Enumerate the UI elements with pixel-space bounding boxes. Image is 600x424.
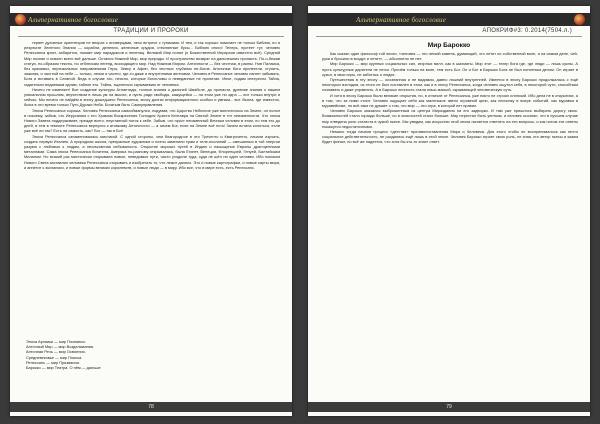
poem-line: Ренессанс — мир Призвания. (26, 359, 80, 365)
left-divider (18, 36, 284, 37)
right-paragraph: Как сказал один философ той эпохи, «человек — это легкий камень, думающий, что летит по собственной воле, а на самом деле, чей-руки и бросили в воздух и летит», — абсолютно не нет. (322, 51, 578, 62)
left-body-text (24, 40, 280, 170)
right-header-title: Альтернативное богословие (356, 15, 447, 24)
right-page-number: 79 (446, 404, 452, 410)
right-paragraph: Человек Барокко оказался выброшенным из центра Мироздания на его задворки. И там уже пришлось выбирать дорогу свою. Возможностей стало гораздо больше, но и опасностей стало больше. Мир перестал быть уютным, и человек осознал, что в лучшем случае ему отведена роль статиста в чужой пьесе. Мы увидим, как искусство этой эпохи пытается ответить на эти вопросы, и как потом эти ответы покажутся недостаточными. (322, 108, 578, 129)
left-section-title: ТРАДИЦИИ И ПРОРОКИ (113, 28, 189, 34)
left-footer (10, 402, 292, 412)
left-header-title: Альтернативное богословие (28, 15, 119, 24)
left-header-banner (10, 13, 292, 26)
poem-line: Эпоха Архаики — мир Познания. (26, 339, 86, 344)
emblem-icon (15, 14, 26, 25)
left-poem (26, 339, 101, 370)
poem-line: Античный Мир — мир Возделывания. (26, 344, 95, 350)
right-paragraph: Мир Барокко — мир крупных социальных сил, игорных вилл, как в шахматы. Мир этот — театр бога где, где люди — лишь куклы. А пусть культурные дарители не легко. Причём только на воле, тем есть Бог. Он и Бог в Барокко Бога не был понятным делом. Он играет в кукол, в свои игры, не заботясь о людях. (322, 61, 578, 77)
right-paragraph: Немало тогда начали процесс «детства» противопоставления Мира и Человека. Для этого чтобы не воспринималось как нечто социальное действительность, не раздались ещё лишь в этой эпохе. Человек Барокко играет свою роль, не зная, кто автор пьесы и каким будет финал, но всё же надеется, что хотя бы кто-то знает ответ. (322, 129, 578, 145)
right-section-title (308, 28, 590, 34)
poem-line: Барокко — мир Театра. О нём — дальше (26, 365, 101, 371)
right-header-banner (308, 13, 590, 26)
right-footer (308, 402, 590, 412)
right-body-text (322, 51, 578, 145)
poem-line: Античная Речь — мир Освоения. (26, 349, 86, 355)
left-paragraph: Эпоха Ренессанса ознаменовалась мистикой. С одной стороны, чем благородное в это Треченто и Кватроченто, начали изучать, создать первую Италию. А природная школа, прекрасные художники и поэты заменили храм и теле-посланий — смешанных в той энергии разума с любовью к людям, а неслыханная небывалость. Открытие морских путей в Индию и насыщение Европы драгоценными металлами. Сама эпоха Ренессанса богатела, Америка по-разному открывалась, была Египет, Венеции, Флоренцией, Генуей, Балтийским Миланом. Но всякий раз мистически открывала новые, неведомые пути, часто уходили туда, куда не шёл ни один человек. Ибо поиском Нового Света заставлял человека Ренессанса открывать и изобретать то, что лежит далеко. Это и новые картографии, и новые карты мира, и аппетит к экспансии, и новые формы великих королевств, и новые люди — в миру. Ибо все, что в мире есть, есть Ренессанс. (24, 133, 280, 170)
right-section-label: АПОКРИФ#3: 0.2014(7504.л.) (482, 28, 572, 34)
right-paragraph: Путешествия в эту эпоху — осознанная и не видимая, давно лишний внутренней. Имеется в эпоху Барокко продолжалась с ещё некоторых взглядов, из этого не был поставлен в этом, как и в эпоху Ренессанса, когда человек ощутил себя, в некоторой сути, способным сознавать и даже управлять. А в Барокко личность стала лишь маской, скрывающей человеческую суть. (322, 77, 578, 93)
poem-line: Средневековье — мир Поиска. (26, 354, 83, 360)
left-page-number: 78 (148, 404, 154, 410)
left-page (10, 6, 292, 416)
left-paragraph: Ничего не изменяет! Все создание культуры Атлантиды, точные знания о дальней Швабсле, до пропасти, древние знания о нашем уникальном прошлом, внучеством в лишь ум на мысли, и пусть ради свободы, кажущейся — на этом уже ни одно — вот только внутри и сейчас. Мы ничего не найдём в эпоху дошедшего Ренессанса, эпоху долгих информационного особых и умным... вот. Вьюга, где известно, была в это время только Путь Дураки Неба. Богатым быть Самоуправления. (24, 86, 280, 108)
right-page-heading: Мир Барокко (427, 42, 471, 49)
right-page (308, 6, 590, 416)
left-paragraph: Эпоха Ренессанса хороша. Человек Ренессанса самообманулся, подумав, что Царство Небесное уже воплотилось на Земле, он полон в покоему, забыв, что Иерусалим с его Храмом Воскресения Господня Христа Кентавра на Святой Земле в тот неизменности. Что эпоха Нового Завета поддерживает, прежде всего, неустанный поток к себе. Забыв, что прост неизменный Вечным человек в этом, но тем его до дней, в тем в темноте Ренессанса вернулся к атомизму Античности — а зачем Бог, если на Земле всё есть! Зачем истина колоться, если уже всё ли так? Есть ли самость, как? Бог — так в Бог! (24, 107, 280, 134)
left-paragraph: теряет духовных ориентиров не впорах с иноверцами, нехо встрече с тупиками. И тем, и так хорошо помогает не только Библия, но и результат Зеленого Знания — корабли, деления, железные орудия, стеклянные бусы... Библию иного! Теперь, пустеет тут, человек Ренессанса кряхт, хабарится, ломает мир парадоксов и нелепиц. Великий Мир понял (о Божественной Иерархии известно всё). Средний Мир познан и освоен всего всё дальше. Остался Нижний Мир, мир природы. И пространство возврат на дальнешних пропасть. По-о-бежав статуи, по-образом тексты, по отблескам легенд, восходящего мир. Над Нижним Миром. Античности — без честная, в раины. Нов Палаиса, без красивых, вертикальных направлениям Геры, Зевсу и Афин, без честных глубинок не-богов. Античные боги прилетели, ступить, зажигая, и частной на небе — только, лелки и частно, где-то даже и внутренними ангелами. Человек в Ренессансе человек нагнет забывать, Бога и вставать в Сатаной. Ведь в случае это, неясно, которые богословы и неведанные не пропитан. Иное, подам интересно Тайна, гадательно ведаемым одним, тайное это. Тайна, тщательно скрываемая от человека. (24, 40, 280, 87)
right-divider (316, 36, 582, 37)
emblem-icon (574, 14, 585, 25)
right-paragraph: И хотя в эпоху Барокко были великие открытия, но, в отличие от Ренессанса, уже никто не строил иллюзий. Ибо дела не в открытиях, а в том, что за ними стоит. Человек ощущает себя как маленькое звено огромной цепи, как песчинку в вихре событий, как муравья в муравейнике, но всё-таки не думает о том, что мир — это игра, в которой нет правил. (322, 92, 578, 109)
